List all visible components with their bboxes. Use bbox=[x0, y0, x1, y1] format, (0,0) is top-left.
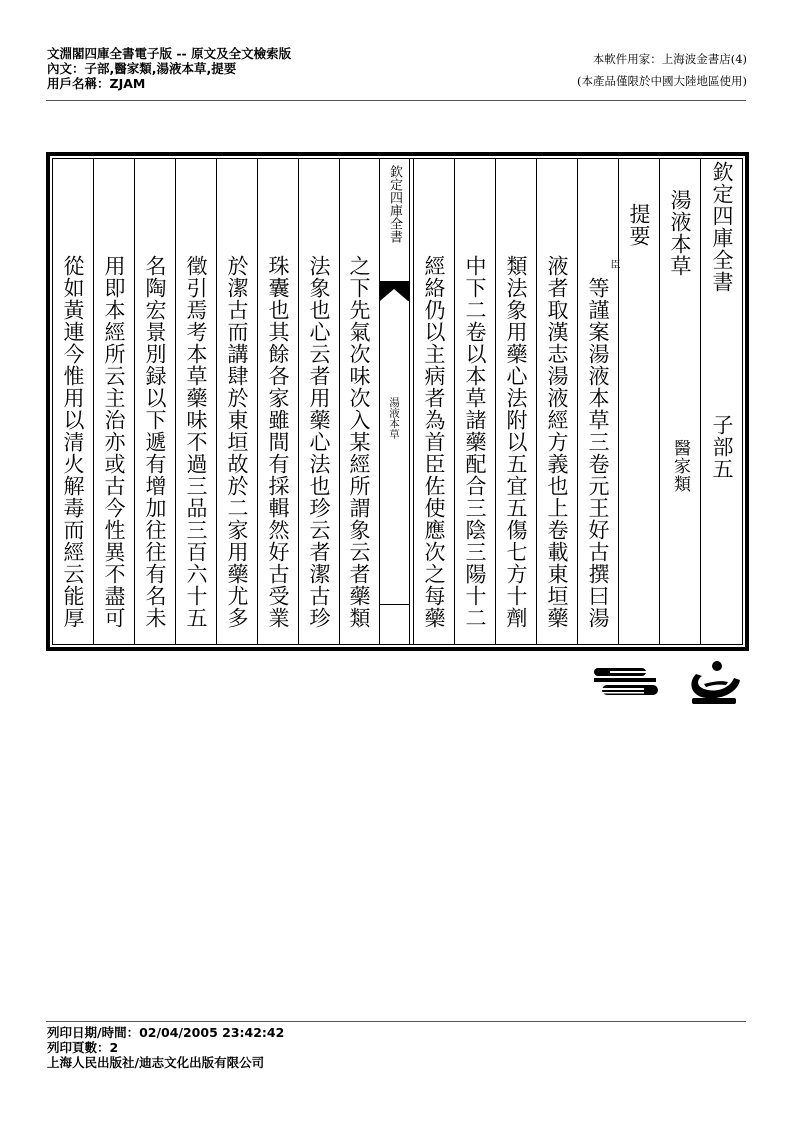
print-datetime: 列印日期/時間：02/04/2005 23:42:42 bbox=[47, 1025, 285, 1040]
column-text: 等謹案湯液本草三卷元王好古撰曰湯 bbox=[586, 277, 610, 629]
text-column-9 bbox=[339, 159, 379, 644]
column-text: 之下先氣次味次入某經所謂象云者藥類 bbox=[347, 255, 371, 629]
header-info bbox=[47, 46, 291, 91]
category-label: 醫家類 bbox=[670, 439, 690, 493]
header-license bbox=[577, 48, 747, 92]
column-text: 經絡仍以主病者為首臣佐使應次之每藥 bbox=[422, 255, 446, 629]
text-column-10 bbox=[298, 159, 339, 644]
text-column-15 bbox=[93, 159, 134, 644]
license-user: 本軟件用家：上海波金書店(4) bbox=[592, 52, 747, 66]
tiyao-heading: 提要 bbox=[627, 203, 651, 247]
center-book-title: 欽定四庫全書 bbox=[387, 165, 402, 243]
center-fold-strip bbox=[379, 159, 410, 644]
text-column-6 bbox=[495, 159, 536, 644]
text-column-2 bbox=[659, 159, 700, 644]
column-text: 液者取漢志湯液經方義也上卷載東垣藥 bbox=[545, 255, 569, 629]
publisher-logo-icon bbox=[592, 660, 742, 706]
footer-info bbox=[47, 1025, 284, 1070]
column-text: 徵引焉考本草藥味不過三品三百六十五 bbox=[184, 255, 208, 629]
column-text: 名陶宏景別録以下遞有增加往往有名未 bbox=[143, 255, 167, 629]
column-text: 於潔古而講肆於東垣故於二家用藥尤多 bbox=[225, 255, 249, 629]
publisher-credit: 上海人民出版社/迪志文化出版有限公司 bbox=[47, 1055, 265, 1070]
header-username: 用戶名稱：ZJAM bbox=[47, 76, 146, 91]
print-page-count: 列印頁數：2 bbox=[47, 1040, 119, 1055]
column-text: 珠囊也其餘各家雖間有採輯然好古受業 bbox=[266, 255, 290, 629]
center-work-title: 湯液本草 bbox=[388, 397, 400, 439]
text-column-3 bbox=[618, 159, 659, 644]
header-title: 文淵閣四庫全書電子版 -- 原文及全文檢索版 bbox=[47, 46, 292, 61]
footer-divider bbox=[46, 1021, 746, 1022]
column-text: 中下二卷以本草諸藥配合三陰三陽十二 bbox=[463, 255, 487, 629]
text-column-12 bbox=[216, 159, 257, 644]
text-column-7 bbox=[454, 159, 495, 644]
center-divider bbox=[380, 604, 409, 605]
text-column-13 bbox=[175, 159, 216, 644]
fishtail-mark-icon bbox=[380, 281, 409, 301]
header-content-path: 內文：子部,醫家類,湯液本草,提要 bbox=[47, 61, 237, 76]
column-text: 類法象用藥心法附以五宜五傷七方十劑 bbox=[504, 255, 528, 629]
text-column-1 bbox=[700, 159, 743, 644]
license-region: (本產品僅限於中國大陸地區使用) bbox=[577, 74, 747, 88]
text-column-5 bbox=[536, 159, 577, 644]
chen-note: 臣 bbox=[608, 259, 619, 269]
section-label: 子部五 bbox=[710, 414, 734, 480]
column-text: 從如黃連今惟用以清火解毒而經云能厚 bbox=[61, 255, 85, 629]
column-text: 法象也心云者用藥心法也珍云者潔古珍 bbox=[307, 255, 331, 629]
text-column-8 bbox=[413, 159, 454, 644]
text-column-11 bbox=[257, 159, 298, 644]
book-title: 欽定四庫全書 bbox=[710, 161, 734, 293]
text-column-4 bbox=[577, 159, 618, 644]
text-column-14 bbox=[134, 159, 175, 644]
work-title: 湯液本草 bbox=[668, 189, 692, 277]
column-text: 用即本經所云主治亦或古今性異不盡可 bbox=[102, 255, 126, 629]
text-column-16 bbox=[53, 159, 93, 644]
header-divider bbox=[46, 100, 746, 101]
